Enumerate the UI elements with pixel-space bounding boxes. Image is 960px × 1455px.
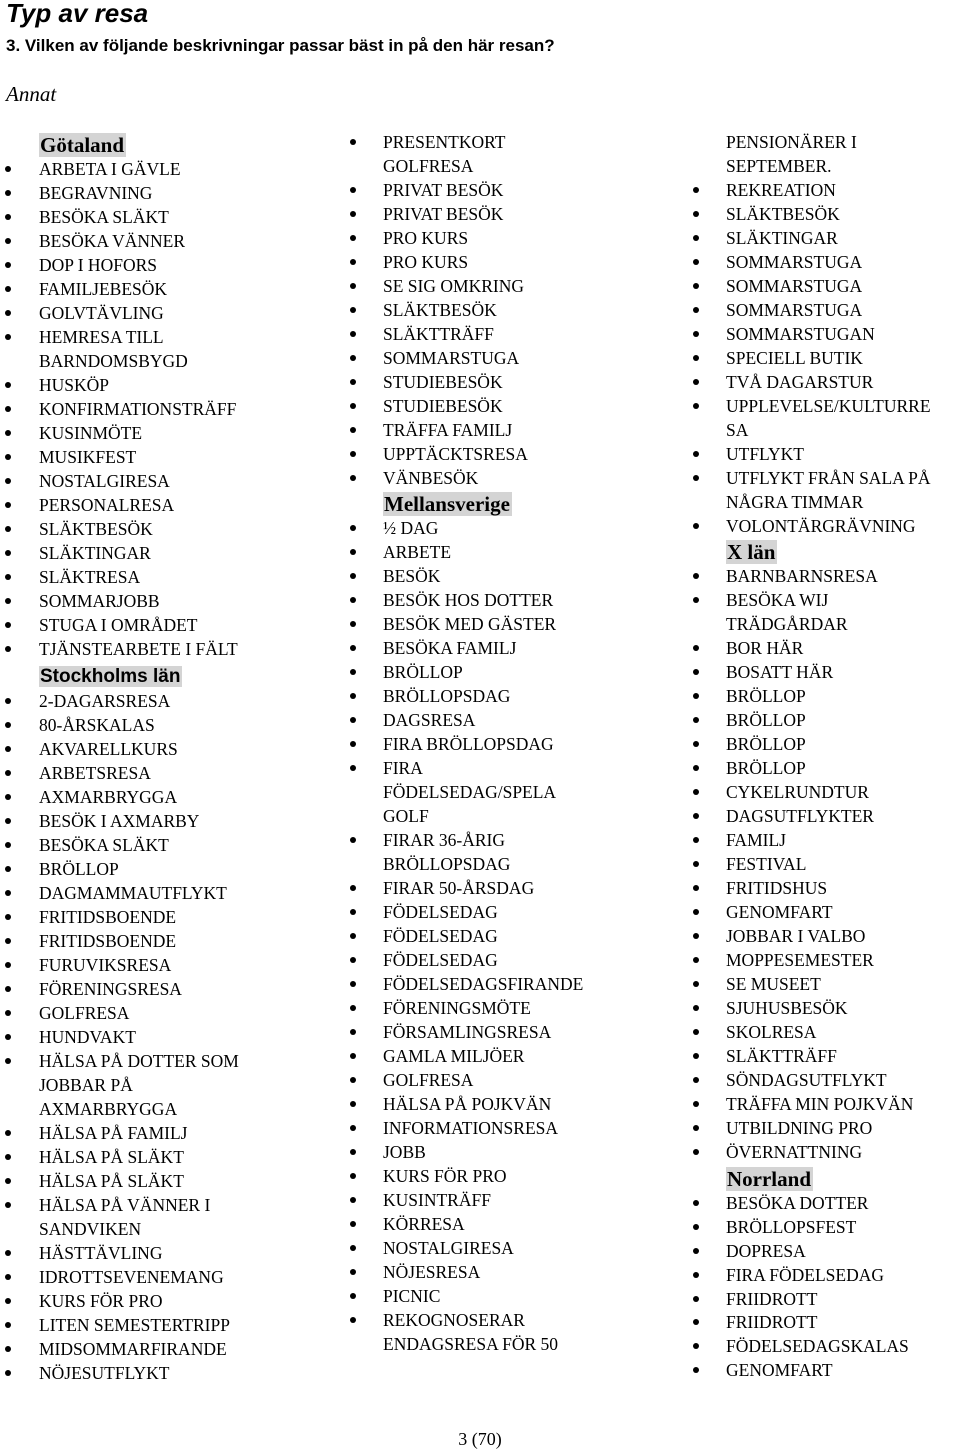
list-item: BARNBARNSRESA (688, 565, 960, 589)
list-item: BRÖLLOPSFEST (688, 1216, 960, 1240)
list-item-continuation: TRÄDGÅRDAR (726, 614, 848, 635)
list-item: FESTIVAL (688, 853, 960, 877)
list-item: BESÖK I AXMARBY (0, 810, 330, 834)
list-item: AKVARELLKURS (0, 738, 330, 762)
list-item: FIRA (345, 757, 680, 781)
list-item: BRÖLLOP (688, 733, 960, 757)
list-item: HUNDVAKT (0, 1026, 330, 1050)
list-item-continuation: AXMARBRYGGA (39, 1099, 178, 1120)
region-heading (0, 132, 330, 158)
list-item: HUSKÖP (0, 374, 330, 398)
list-item: FÖDELSEDAG (345, 901, 680, 925)
region-heading-text: Mellansverige (384, 492, 510, 517)
list-item: SLÄKTBESÖK (688, 203, 960, 227)
list-item: FRITIDSBOENDE (0, 930, 330, 954)
answers-column-3 (688, 131, 960, 1383)
list-item: GENOMFART (688, 1359, 960, 1383)
list-item: PRIVAT BESÖK (345, 179, 680, 203)
list-item: SPECIELL BUTIK (688, 347, 960, 371)
list-item: HEMRESA TILL (0, 326, 330, 350)
list-item: DAGSRESA (345, 709, 680, 733)
list-item: BRÖLLOP (0, 858, 330, 882)
list-item: REKOGNOSERAR (345, 1309, 680, 1333)
list-item: ARBETE (345, 541, 680, 565)
list-item: STUDIEBESÖK (345, 395, 680, 419)
list-item: GOLVTÄVLING (0, 302, 330, 326)
list-item: NÖJESUTFLYKT (0, 1362, 330, 1386)
list-item: JOBBAR I VALBO (688, 925, 960, 949)
list-item: KURS FÖR PRO (345, 1165, 680, 1189)
list-item: FÖDELSEDAGSFIRANDE (345, 973, 680, 997)
region-heading (688, 539, 960, 565)
list-item: PRO KURS (345, 251, 680, 275)
list-item: SOMMARSTUGA (688, 275, 960, 299)
list-item: HÄLSA PÅ FAMILJ (0, 1122, 330, 1146)
list-item-continuation: GOLFRESA (383, 155, 474, 176)
list-item: FÖDELSEDAGSKALAS (688, 1335, 960, 1359)
region-heading-text: Götaland (40, 133, 125, 157)
list-item: TRÄFFA MIN POJKVÄN (688, 1093, 960, 1117)
list-item: FIRA BRÖLLOPSDAG (345, 733, 680, 757)
list-item: VOLONTÄRGRÄVNING (688, 515, 960, 539)
list-item: BESÖKA DOTTER (688, 1192, 960, 1216)
list-item: BESÖKA VÄNNER (0, 230, 330, 254)
list-item: SKOLRESA (688, 1021, 960, 1045)
list-item: FURUVIKSRESA (0, 954, 330, 978)
list-item: NÖJESRESA (345, 1261, 680, 1285)
list-item: TVÅ DAGARSTUR (688, 371, 960, 395)
list-item: KUSINMÖTE (0, 422, 330, 446)
region-heading (688, 1166, 960, 1192)
list-item: SLÄKTINGAR (0, 542, 330, 566)
answers-column-1 (0, 131, 330, 1386)
list-item: SE MUSEET (688, 973, 960, 997)
list-item-continuation: ENDAGSRESA FÖR 50 (383, 1333, 559, 1354)
list-item: SOMMARJOBB (0, 590, 330, 614)
list-item: PRO KURS (345, 227, 680, 251)
list-item: DOPRESA (688, 1240, 960, 1264)
list-item: UPPTÄCKTSRESA (345, 443, 680, 467)
list-item: BESÖKA WIJ (688, 589, 960, 613)
list-item: PRIVAT BESÖK (345, 203, 680, 227)
list-item: ARBETSRESA (0, 762, 330, 786)
list-item: BESÖKA SLÄKT (0, 834, 330, 858)
list-item: HÄLSA PÅ DOTTER SOM (0, 1050, 330, 1074)
list-item: GAMLA MILJÖER (345, 1045, 680, 1069)
list-item: SLÄKTINGAR (688, 227, 960, 251)
list-item: GOLFRESA (345, 1069, 680, 1093)
answer-category-label: Annat (6, 82, 57, 106)
list-item: FÖDELSEDAG (345, 925, 680, 949)
list-item: BESÖKA SLÄKT (0, 206, 330, 230)
list-item: BESÖKA FAMILJ (345, 637, 680, 661)
list-item: FIRAR 36-ÅRIG (345, 829, 680, 853)
list-item: FRIIDROTT (688, 1288, 960, 1312)
list-item: DAGSUTFLYKTER (688, 805, 960, 829)
list-item-continuation: SA (726, 419, 749, 440)
region-heading-text: Stockholms län (40, 666, 181, 688)
list-item: KURS FÖR PRO (0, 1290, 330, 1314)
list-item: MOPPESEMESTER (688, 949, 960, 973)
list-item-continuation: SANDVIKEN (39, 1218, 142, 1239)
list-item: GENOMFART (688, 901, 960, 925)
list-item: SJUHUSBESÖK (688, 997, 960, 1021)
list-item: BRÖLLOP (688, 757, 960, 781)
list-item: KÖRRESA (345, 1213, 680, 1237)
list-item: BOR HÄR (688, 637, 960, 661)
list-item: DOP I HOFORS (0, 254, 330, 278)
list-item: DAGMAMMAUTFLYKT (0, 882, 330, 906)
list-item: JOBB (345, 1141, 680, 1165)
list-item: FRIIDROTT (688, 1311, 960, 1335)
list-item: SLÄKTBESÖK (345, 299, 680, 323)
list-item: HÄSTTÄVLING (0, 1242, 330, 1266)
list-item: UPPLEVELSE/KULTURRE (688, 395, 960, 419)
list-item: ½ DAG (345, 517, 680, 541)
list-item: FIRA FÖDELSEDAG (688, 1264, 960, 1288)
list-item: FÖRENINGSMÖTE (345, 997, 680, 1021)
list-item: INFORMATIONSRESA (345, 1117, 680, 1141)
list-item: FÖDELSEDAG (345, 949, 680, 973)
list-item: HÄLSA PÅ POJKVÄN (345, 1093, 680, 1117)
list-item: SOMMARSTUGAN (688, 323, 960, 347)
list-item: MUSIKFEST (0, 446, 330, 470)
list-item: NOSTALGIRESA (0, 470, 330, 494)
region-heading-text: X län (727, 540, 776, 565)
list-item: BRÖLLOPSDAG (345, 685, 680, 709)
list-item: BRÖLLOP (688, 709, 960, 733)
list-item: IDROTTSEVENEMANG (0, 1266, 330, 1290)
list-item: HÄLSA PÅ VÄNNER I (0, 1194, 330, 1218)
list-item: ÖVERNATTNING (688, 1141, 960, 1165)
list-item: NOSTALGIRESA (345, 1237, 680, 1261)
list-item: KONFIRMATIONSTRÄFF (0, 398, 330, 422)
list-item: SLÄKTRESA (0, 566, 330, 590)
list-item: SLÄKTBESÖK (0, 518, 330, 542)
region-heading (345, 491, 680, 517)
list-item: SOMMARSTUGA (688, 299, 960, 323)
list-item-continuation: SEPTEMBER. (726, 155, 832, 176)
list-item: FÖRENINGSRESA (0, 978, 330, 1002)
region-heading-text: Norrland (727, 1166, 811, 1191)
list-item: VÄNBESÖK (345, 467, 680, 491)
question-text: 3. Vilken av följande beskrivningar passar bäst in på den här resan? (6, 36, 555, 55)
list-item-continuation: GOLF (383, 806, 429, 827)
list-item: SOMMARSTUGA (345, 347, 680, 371)
list-item: UTBILDNING PRO (688, 1117, 960, 1141)
list-item: SE SIG OMKRING (345, 275, 680, 299)
list-item: BESÖK HOS DOTTER (345, 589, 680, 613)
list-item: STUDIEBESÖK (345, 371, 680, 395)
list-item: FRITIDSHUS (688, 877, 960, 901)
list-item: HÄLSA PÅ SLÄKT (0, 1170, 330, 1194)
answers-column-2 (345, 131, 680, 1357)
list-item: SÖNDAGSUTFLYKT (688, 1069, 960, 1093)
list-item: FRITIDSBOENDE (0, 906, 330, 930)
list-item-continuation: BRÖLLOPSDAG (383, 854, 511, 875)
list-item-continuation: NÅGRA TIMMAR (726, 491, 864, 512)
list-item: GOLFRESA (0, 1002, 330, 1026)
list-item: BRÖLLOP (688, 685, 960, 709)
list-item-continuation: FÖDELSEDAG/SPELA (383, 782, 557, 803)
list-item: TRÄFFA FAMILJ (345, 419, 680, 443)
list-item: FÖRSAMLINGSRESA (345, 1021, 680, 1045)
list-item: UTFLYKT (688, 443, 960, 467)
list-item: SLÄKTTRÄFF (345, 323, 680, 347)
list-item: REKREATION (688, 179, 960, 203)
list-item: TJÄNSTEARBETE I FÄLT (0, 638, 330, 662)
list-item: PERSONALRESA (0, 494, 330, 518)
list-item: BESÖK (345, 565, 680, 589)
document-title: Typ av resa (6, 0, 149, 28)
list-item: CYKELRUNDTUR (688, 781, 960, 805)
list-item: LITEN SEMESTERTRIPP (0, 1314, 330, 1338)
list-item: BRÖLLOP (345, 661, 680, 685)
list-item: 2-DAGARSRESA (0, 690, 330, 714)
list-item: AXMARBRYGGA (0, 786, 330, 810)
list-item: KUSINTRÄFF (345, 1189, 680, 1213)
list-item: SLÄKTTRÄFF (688, 1045, 960, 1069)
list-item: HÄLSA PÅ SLÄKT (0, 1146, 330, 1170)
list-item: PRESENTKORT (345, 131, 680, 155)
list-item: FAMILJ (688, 829, 960, 853)
list-item-continuation: JOBBAR PÅ (39, 1075, 133, 1096)
list-item: UTFLYKT FRÅN SALA PÅ (688, 467, 960, 491)
list-item: FAMILJEBESÖK (0, 278, 330, 302)
list-item: BOSATT HÄR (688, 661, 960, 685)
list-item: STUGA I OMRÅDET (0, 614, 330, 638)
page-number: 3 (70) (458, 1429, 502, 1449)
list-item: BESÖK MED GÄSTER (345, 613, 680, 637)
region-heading (0, 662, 330, 690)
list-item: SOMMARSTUGA (688, 251, 960, 275)
list-item-continuation: PENSIONÄRER I (726, 132, 857, 152)
list-item: 80-ÅRSKALAS (0, 714, 330, 738)
list-item: FIRAR 50-ÅRSDAG (345, 877, 680, 901)
list-item: PICNIC (345, 1285, 680, 1309)
list-item: BEGRAVNING (0, 182, 330, 206)
list-item: ARBETA I GÄVLE (0, 158, 330, 182)
list-item: MIDSOMMARFIRANDE (0, 1338, 330, 1362)
list-item-continuation: BARNDOMSBYGD (39, 350, 188, 371)
